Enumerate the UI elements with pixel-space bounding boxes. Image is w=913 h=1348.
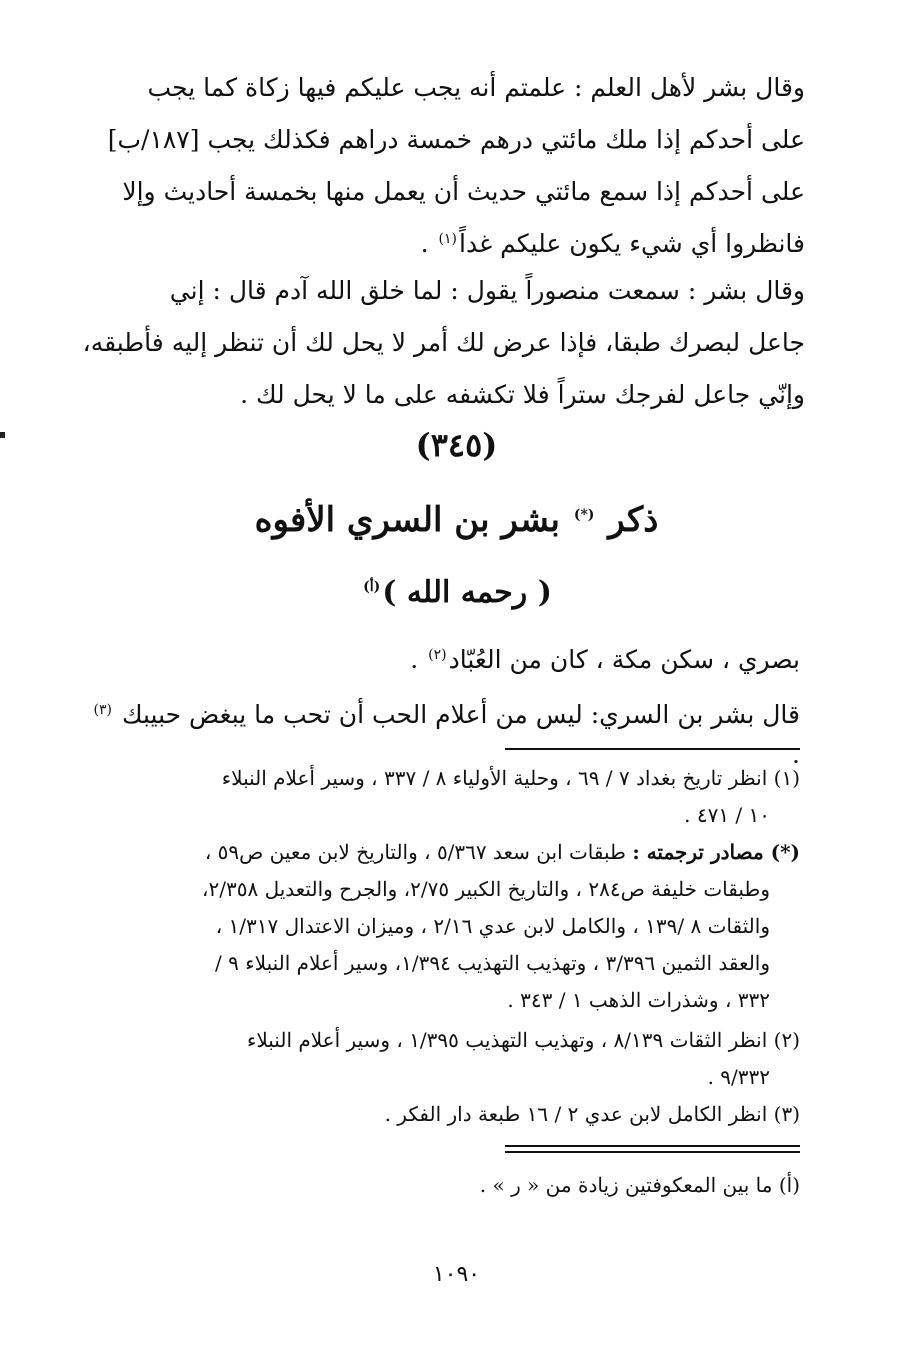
footnote-3	[80, 1096, 800, 1133]
footnote-sources-line-1-text: طبقات ابن سعد ٥/٣٦٧ ، والتاريخ لابن معين ص٥٩ ،	[204, 840, 626, 864]
section-title-prefix: ذكر	[608, 500, 659, 540]
paragraph-2-line-1: وقال بشر : سمعت منصوراً يقول : لما خلق الله آدم قال : إني	[169, 276, 805, 305]
paragraph-1-line-3: على أحدكم إذا سمع مائتي حديث أن يعمل منها بخمسة أحاديث وإلا	[122, 177, 805, 206]
paragraph-1-line-4	[90, 218, 805, 270]
bio-line	[90, 640, 800, 680]
section-title-name: بشر بن السري الأفوه	[254, 500, 561, 540]
footnote-double-rule-bottom	[505, 1151, 800, 1153]
page-number: ١٠٩٠	[432, 1262, 481, 1287]
paragraph-1-line-1: وقال بشر لأهل العلم : علمتم أنه يجب عليكم فيها زكاة كما يجب	[147, 73, 805, 102]
footnote-alef-line-1: (أ) ما بين المعكوفتين زيادة من « ر » .	[479, 1173, 800, 1197]
section-number: (٣٤٥)	[415, 426, 498, 464]
footnote-1	[80, 760, 800, 834]
section-subtitle-text: ( رحمه الله )	[382, 575, 552, 610]
paragraph-1-line-2: على أحدكم إذا ملك مائتي درهم خمسة دراهم فكذلك يجب [١٨٧/ب]	[107, 125, 805, 154]
paragraph-1	[90, 62, 805, 270]
footnote-ref: (أ)	[363, 579, 381, 595]
paragraph-2-line-3: وإنّي جاعل لفرجك ستراً فلا تكشفه على ما لا يحل لك .	[240, 380, 805, 409]
footnote-ref: (١)	[438, 230, 457, 247]
footnote-sources-label: (*) مصادر ترجمته :	[632, 840, 800, 864]
quote-end: .	[792, 740, 800, 769]
footnote-ref: (*)	[573, 506, 595, 523]
footnote-sources	[80, 834, 800, 1019]
footnote-2-line-2: ٩/٣٣٢ .	[707, 1065, 770, 1089]
footnote-separator	[505, 748, 800, 750]
footnote-sources-line-3: والثقات ٨ /١٣٩ ، والكامل لابن عدي ٢/١٦ ، وميزان الاعتدال ١/٣١٧ ،	[215, 914, 770, 938]
paragraph-2-line-2: جاعل لبصرك طبقا، فإذا عرض لك أمر لا يحل لك أن تنظر إليه فأطبقه،	[82, 328, 805, 357]
footnote-double-rule-top	[505, 1145, 800, 1147]
paragraph-1-end: .	[420, 229, 429, 258]
bio-text: بصري ، سكن مكة ، كان من العُبّاد	[448, 645, 800, 674]
paragraph-2	[82, 265, 805, 421]
footnote-alef	[80, 1167, 800, 1204]
footnote-sources-line-4: والعقد الثمين ٣/٣٩٦ ، وتهذيب التهذيب ١/٣٩٤، وسير أعلام النبلاء ٩ /	[215, 951, 770, 975]
footnote-3-line-1: (٣) انظر الكامل لابن عدي ٢ / ١٦ طبعة دار الفكر .	[384, 1102, 800, 1126]
section-subtitle	[0, 575, 913, 610]
paragraph-1-line-4-text: فانظروا أي شيء يكون عليكم غداً	[459, 229, 805, 258]
footnote-2	[80, 1022, 800, 1096]
footnote-sources-line-5: ٣٣٢ ، وشذرات الذهب ١ / ٣٤٣ .	[507, 988, 770, 1012]
section-title	[0, 500, 913, 540]
footnote-2-line-1: (٢) انظر الثقات ٨/١٣٩ ، وتهذيب التهذيب ١/٣٩٥ ، وسير أعلام النبلاء	[246, 1028, 800, 1052]
footnote-1-line-2: ١٠ / ٤٧١ .	[684, 803, 770, 827]
bio-end: .	[410, 645, 419, 674]
quote-text: قال بشر بن السري: ليس من أعلام الحب أن تحب ما يبغض حبيبك	[121, 700, 800, 729]
footnote-ref: (٣)	[93, 701, 112, 718]
footnote-sources-line-2: وطبقات خليفة ص٢٨٤ ، والتاريخ الكبير ٢/٧٥، والجرح والتعديل ٢/٣٥٨،	[202, 877, 770, 901]
footnote-ref: (٢)	[428, 646, 447, 663]
footnote-sources-line-1	[80, 834, 800, 871]
footnote-1-line-1: (١) انظر تاريخ بغداد ٧ / ٦٩ ، وحلية الأولياء ٨ / ٣٣٧ ، وسير أعلام النبلاء	[221, 766, 800, 790]
